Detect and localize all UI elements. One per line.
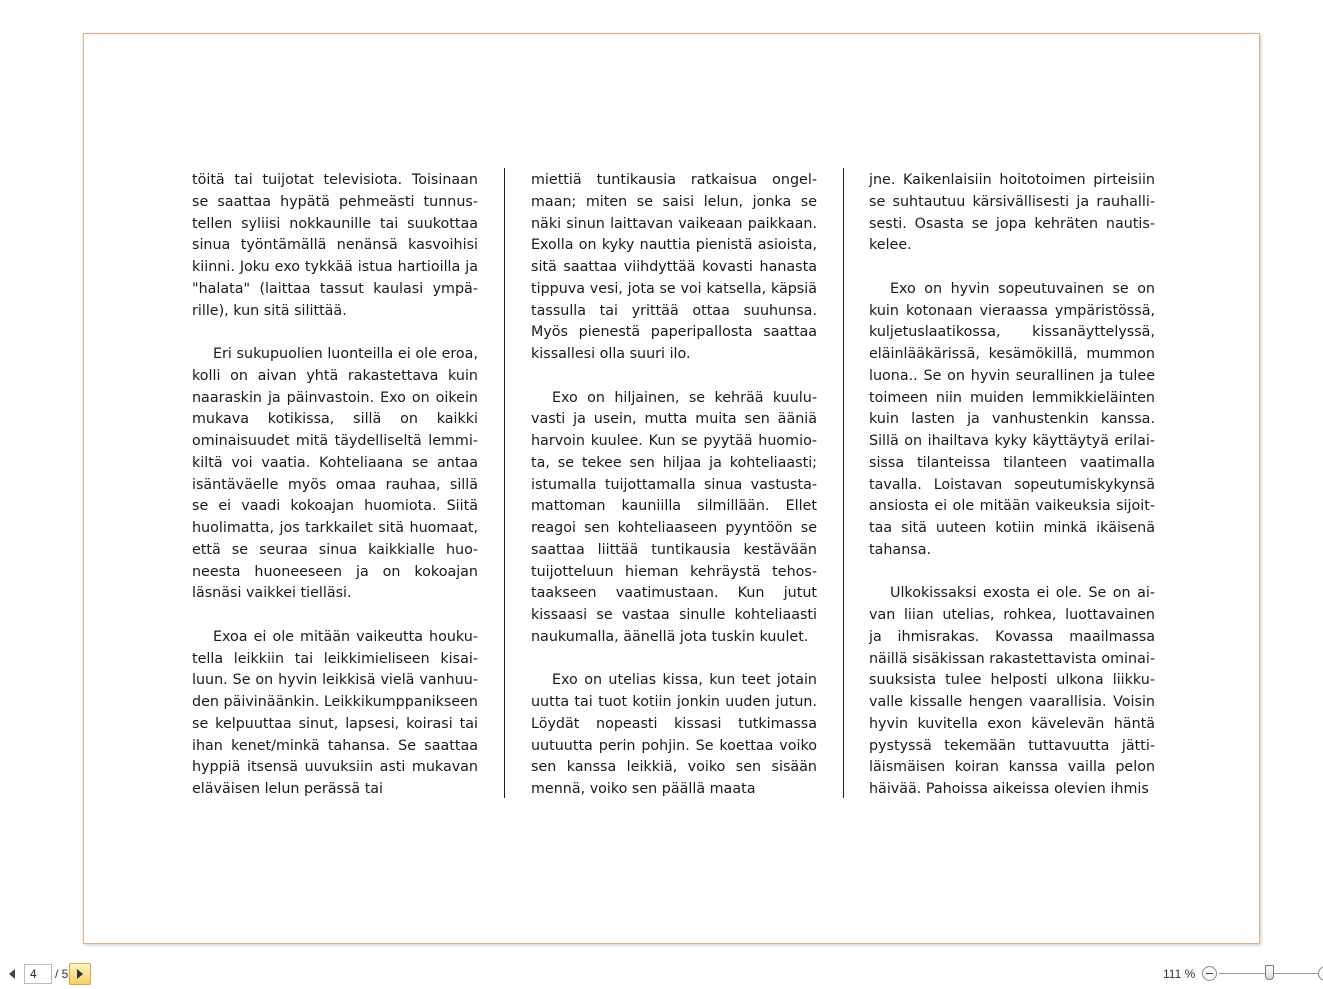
page-number-input[interactable] xyxy=(24,964,52,984)
zoom-slider-thumb[interactable] xyxy=(1265,965,1274,980)
column-divider xyxy=(504,168,505,798)
status-bar xyxy=(0,960,1323,989)
paragraph: Exo on utelias kissa, kun teet jotain uutta tai tuot kotiin jonkin uuden jutun. Löydät nopeasti kissasi tutkimassa uutuutta perin pohjin. Se koettaa voiko sen kanssa leikkiä, voiko sen sisään mennä, voiko sen päällä maata xyxy=(531,672,817,797)
column-divider xyxy=(843,168,844,798)
minus-icon xyxy=(1206,973,1213,974)
zoom-in-button[interactable] xyxy=(1318,966,1323,981)
text-column-2 xyxy=(531,170,817,801)
paragraph: Exoa ei ole mitään vaikeutta houkutella leikkiin tai leikkimieliseen kisailuun. Se on hyvin leikkisä vielä vanhuuden päivinäänkin. Leikkikumppanikseen se kelpuuttaa sinut, lapsesi, koirasi tai ihan kenet/minkä tahansa. Se saattaa hyppiä itsensä uuvuksiin asti mukavan eläväisen lelun perässä tai xyxy=(192,628,478,797)
text-column-1 xyxy=(192,170,478,801)
paragraph: Exo on hyvin sopeutuvainen se on kuin kotonaan vieraassa ympäristössä, kuljetuslaatikossa, kissanäyttelyssä, eläinlääkärissä, kesämökillä, mummon luona.. Se on hyvin seurallinen ja tulee toimeen niin muiden lemmikkieläinten kuin lasten ja vanhustenkin kanssa. Sillä on ihailtava kyky käyttäytyä erilaisissa tilanteissa tilanteen vaatimalla tavalla. Loistavan sopeutumiskykynsä ansiosta ei ole mitään vaikeuksia sijoittaa sitä uuteen kotiin minkä ikäisenä tahansa. xyxy=(869,280,1155,558)
paragraph: jne. Kaikenlaisiin hoitotoimen pirteisiin se suhtautuu kärsivällisesti ja rauhallisesti. Osasta se jopa kehräten nautiskelee. xyxy=(869,172,1155,254)
page-total-label: / 5 xyxy=(55,967,69,981)
next-page-icon xyxy=(77,969,83,979)
paragraph: töitä tai tuijotat televisiota. Toisinaan se saattaa hypätä pehmeästi tunnustellen syliisi nokkaunille tai suukottaa sinua työntämällä nenänsä kasvoihisi kiinni. Joku exo tykkää istua hartioilla ja "halata" (laittaa tassut kaulasi ympärille), kun sitä silittää. xyxy=(192,172,478,319)
zoom-out-button[interactable] xyxy=(1202,966,1217,981)
next-page-button[interactable] xyxy=(69,963,91,985)
document-page xyxy=(83,33,1260,944)
paragraph: Exo on hiljainen, se kehrää kuuluvasti ja usein, mutta muita sen ääniä harvoin kuulee. Kun se pyytää huomiota, se tekee sen hiljaa ja kohteliaasti; istumalla tuijottamalla sinua vastustamattoman kauniilla silmillään. Ellet reagoi sen kohteliaaseen pyyntöön se saattaa liittää tuntikausia kestävään tuijotteluun hieman kehräystä tehostaakseen vaatimustaan. Kun jutut kissaasi se vastaa sinulle kohteliaasti naukumalla, äänellä jota tuskin kuulet. xyxy=(531,389,817,645)
paragraph: Eri sukupuolien luonteilla ei ole eroa, kolli on aivan yhtä rakastettava kuin naaraskin ja päinvastoin. Exo on oikein mukava kotikissa, sillä on kaikki ominaisuudet mitä täydelliseltä lemmikiltä voi vaatia. Kohteliaana se antaa isäntäväelle myös omaa rauhaa, sillä se ei vaadi kokoajan huomiota. Siitä huolimatta, jos tarkkailet sitä huomaat, että se seuraa sinua kaikkialle huoneesta huoneeseen ja on kokoajan läsnäsi vaikkei tielläsi. xyxy=(192,346,478,602)
paragraph: miettiä tuntikausia ratkaisua ongelmaan; miten se saisi lelun, jonka se näki sinun laittavan vaikeaan paikkaan. Exolla on kyky nauttia pienistä asioista, sitä saattaa viihdyttää kovasti hanasta tippuva vesi, jota se voi katsella, käpsiä tassulla tai yrittää ottaa suuhunsa. Myös pienestä paperipallosta saattaa kissallesi olla suuri ilo. xyxy=(531,172,817,362)
zoom-level-label: 111 % xyxy=(1163,967,1196,981)
text-column-3 xyxy=(869,170,1155,801)
paragraph: Ulkokissaksi exosta ei ole. Se on aivan liian utelias, rohkea, luottavainen ja ihmisrakas. Kovassa maailmassa näillä sisäkissan rakastettavista ominaisuuksista tulee helposti ulkona liikkuvalle kissalle hengen vaarallisia. Voisin hyvin kuvitella exon kävelevän häntä pystyssä tekemään tuttavuutta jättiläismäisen koiran kanssa vailla pelon häivää. Pahoissa aikeissa olevien ihmis xyxy=(869,585,1155,797)
previous-page-icon[interactable] xyxy=(9,969,15,979)
